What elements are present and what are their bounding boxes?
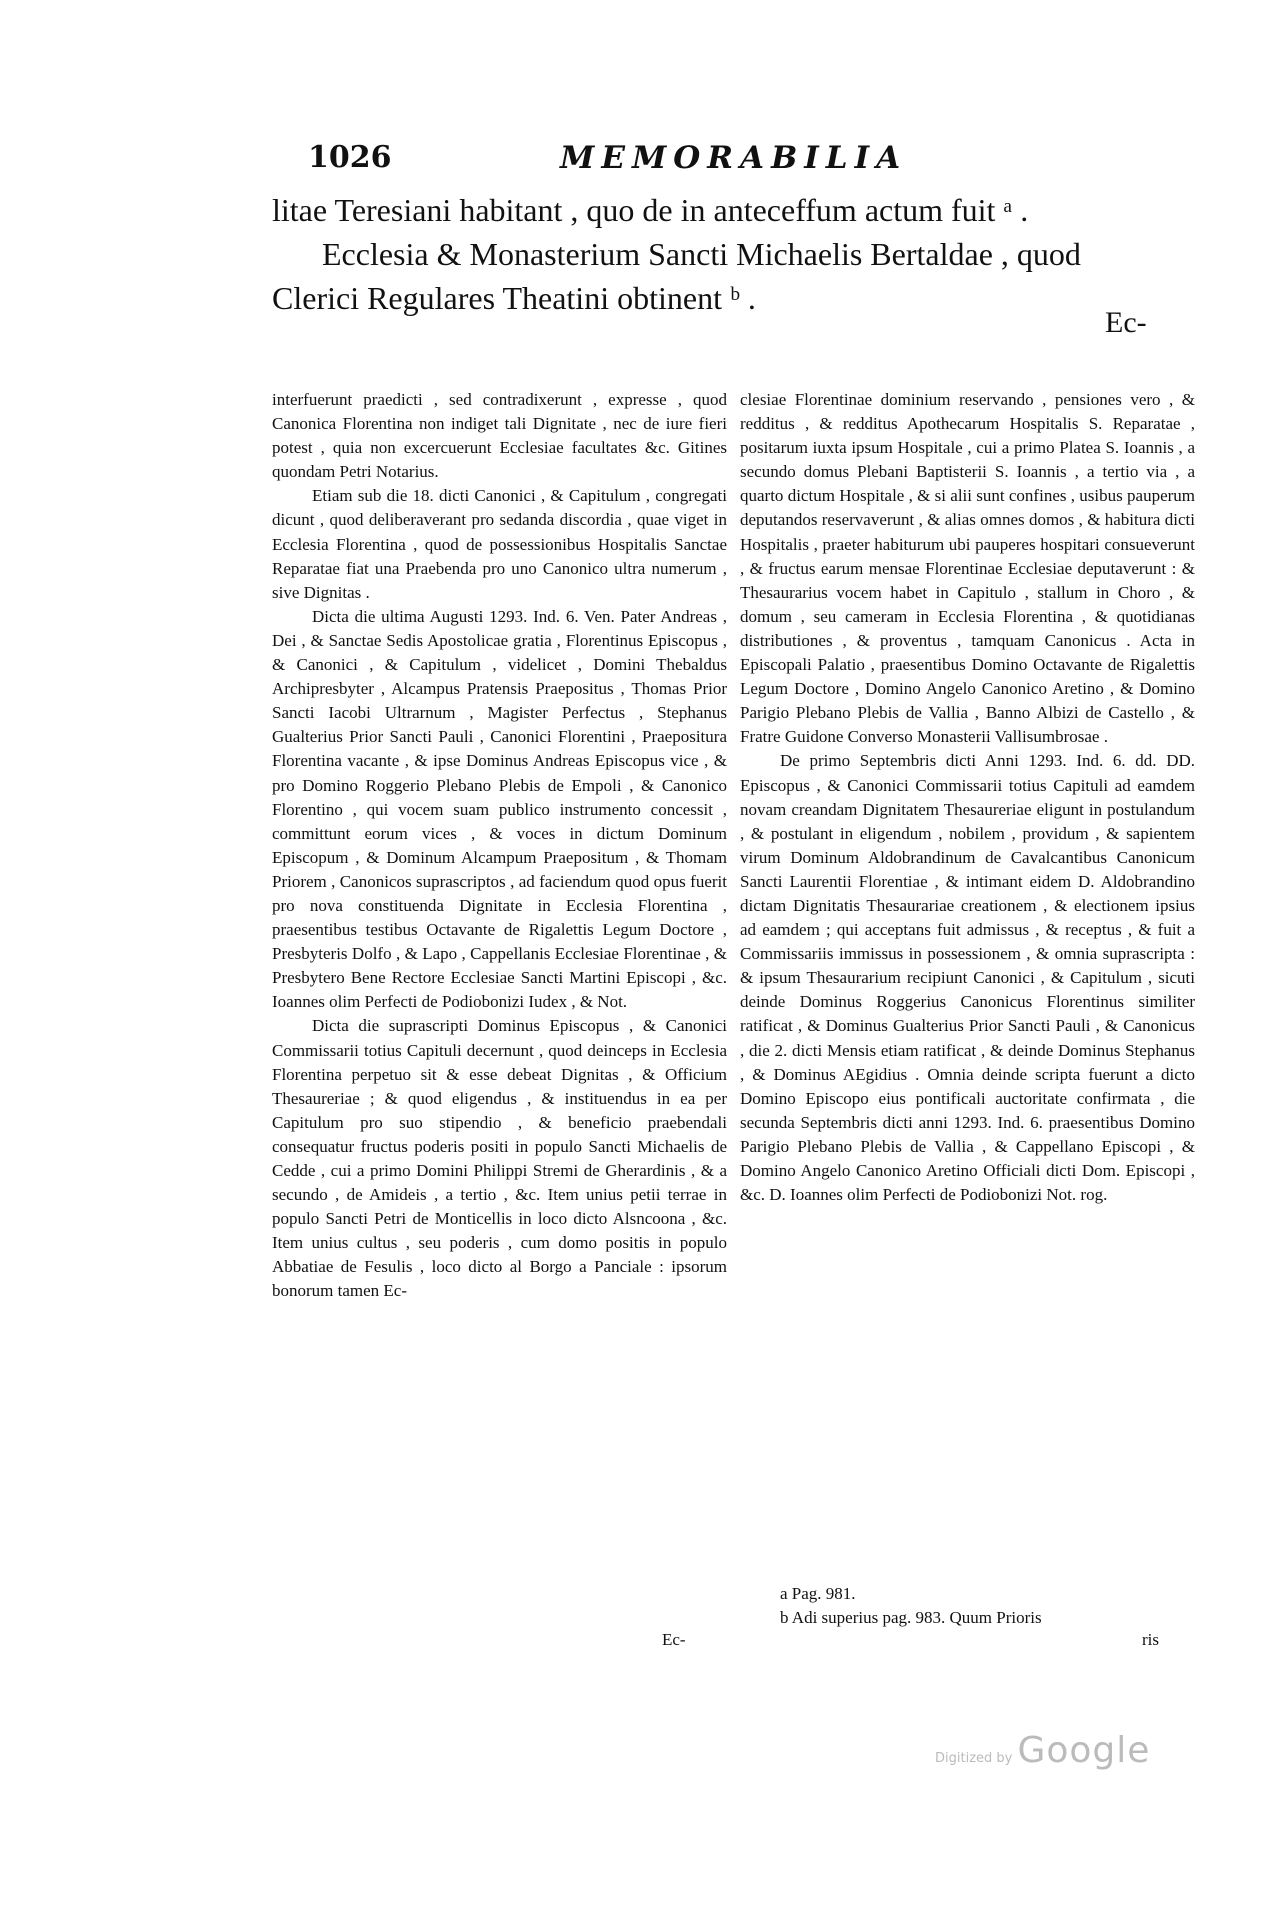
digitization-watermark (935, 1730, 1150, 1771)
catchword-right: ris (1142, 1630, 1159, 1649)
left-paragraph: Dicta die ultima Augusti 1293. Ind. 6. Ven. Pater Andreas , Dei , & Sanctae Sedis Apostolicae gratia , Florentinus Episcopus , & Canonici , & Capitulum , videlicet , Domini Thebaldus Archipresbyter , Alcampus Pratensis Praepositus , Thomas Prior Sancti Iacobi Ultrarnum , Magister Perfectus , Stephanus Gualterius Prior Sancti Pauli , Canonici Florentini , Praepositura Florentina vacante , & ipse Dominus Andreas Episcopus vice , & pro Domino Roggerio Plebano Plebis de Empoli , & Canonico Florentino , qui vocem suam publico instrumento concessit , committunt eorum vices , & voces in dictum Dominum Episcopum , & Dominum Alcampum Praepositum , & Thomam Priorem , Canonicos suprascriptos , ad faciendum quod opus fuerit pro nova constituenda Dignitate in Ecclesia Florentina , praesentibus testibus Octavante de Rigalettis Legum Doctore , Presbyteris Dolfo , & Lapo , Cappellanis Ecclesiae Florentinae , & Presbytero Bene Rectore Ecclesiae Sancti Martini Episcopi , &c. Ioannes olim Perfecti de Podiobonizi Iudex , & Not. (272, 606, 727, 1012)
main-text-block (272, 188, 1172, 320)
main-text-line: litae Teresiani habitant , quo de in anteceffum actum fuit ᵃ . (272, 192, 1029, 228)
left-paragraph: Etiam sub die 18. dicti Canonici , & Capitulum , congregati dicunt , quod deliberaverant pro sedanda discordia , quae viget in Ecclesia Florentina , quod de possessionibus Hospitalis Sanctae Reparatae fiat una Praebenda pro uno Canonico ultra numerum , sive Dignitas . (272, 486, 727, 602)
watermark-small-text: Digitized by (935, 1751, 1013, 1766)
running-title: MEMORABILIA (560, 140, 908, 176)
right-paragraph: clesiae Florentinae dominium reservando , pensiones vero , & redditus , & redditus Apothecarum Hospitalis S. Reparatae , positarum iuxta ipsum Hospitale , cui a primo Platea S. Ioannis , a secundo domus Plebani Baptisterii S. Ioannis , a tertio via , a quarto dictum Hospitale , & si alii sunt confines , usibus pauperum deputandos reservaverunt , & alias omnes domos , & habitura dicti Hospitalis , praeter habiturum ubi pauperes hospitari consueverunt , & fructus earum mensae Florentinae Ecclesiae deputaverunt : & Thesaurarius vocem habet in Capitulo , stallum in Choro , & domum , seu cameram in Ecclesia Florentina , & quotidianas distributiones , & proventus , tamquam Canonicus . Acta in Episcopali Palatio , praesentibus Domino Octavante de Rigalettis Legum Doctore , Domino Angelo Canonico Aretino , & Domino Parigio Plebano Plebis de Vallia , Banno Albizi de Castello , & Fratre Guidone Converso Monasterii Vallisumbrosae . (740, 390, 1195, 747)
catchword-top: Ec- (1105, 306, 1147, 339)
footnote: b Adi superius pag. 983. Quum Prioris (780, 1608, 1042, 1627)
left-paragraph: interfuerunt praedicti , sed contradixerunt , expresse , quod Canonica Florentina non indiget tali Dignitate , nec de iure fieri potest , quia non excercuerunt Ecclesiae facultates &c. Gitines quondam Petri Notarius. (272, 390, 727, 482)
left-paragraph: Dicta die suprascripti Dominus Episcopus , & Canonici Commissarii totius Capituli decernunt , quod deinceps in Ecclesia Florentina perpetuo sit & esse debeat Dignitas , & Officium Thesaureriae ; & quod eligendus , & instituendus in ea per Capitulum pro suo stipendio , & beneficio praebendali consequatur fructus poderis positi in populo Sancti Michaelis de Cedde , cui a primo Domini Philippi Stremi de Gherardinis , & a secundo , de Amideis , a tertio , &c. Item unius petii terrae in populo Sancti Petri de Monticellis in loco dicto Alsncoona , &c. Item unius cultus , seu poderis , cum domo positis in populo Abbatiae de Fesulis , loco dicto al Borgo a Panciale : ipsorum bonorum tamen Ec- (272, 1016, 727, 1301)
footnotes (780, 1582, 1180, 1630)
right-paragraph: De primo Septembris dicti Anni 1293. Ind. 6. dd. DD. Episcopus , & Canonici Commissarii totius Capituli ad eamdem novam creandam Dignitatem Thesaureriae eligunt in postulandum , & postulant in eligendum , nobilem , providum , & sapientem virum Dominum Aldobrandinum de Cavalcantibus Canonicum Sancti Laurentii Florentiae , & intimant eidem D. Aldobrandino dictam Dignitatis Thesaurariae creationem , & electionem ipsius ad eamdem ; qui acceptans fuit admissus , & receptus , & fuit a Commissariis immissus in possessionem , & omnia suprascripta : & ipsum Thesaurarium recipiunt Canonici , & Capitulum , sicuti deinde Dominus Roggerius Canonicus Florentinus similiter ratificat , & Dominus Gualterius Prior Sancti Pauli , & Canonicus , die 2. dicti Mensis etiam ratificat , & deinde Dominus Stephanus , & Dominus AEgidius . Omnia deinde scripta fuerunt a dicto Domino Episcopo eius pontificali auctoritate confirmata , die secunda Septembris dicti anni 1293. Ind. 6. praesentibus Domino Parigio Plebano Plebis de Vallia , & Cappellano Episcopi , & Domino Angelo Canonico Aretino Officiali dicti Dom. Episcopi , &c. D. Ioannes olim Perfecti de Podiobonizi Not. rog. (740, 751, 1195, 1205)
catchword-left: Ec- (662, 1630, 686, 1649)
watermark-logo-text: Google (1017, 1730, 1151, 1771)
main-text-paragraph: Ecclesia & Monasterium Sancti Michaelis Bertaldae , quod Clerici Regulares Theatini obtinent ᵇ . (272, 236, 1081, 316)
page-number: 1026 (308, 140, 392, 175)
left-column (272, 388, 727, 1304)
footnote: a Pag. 981. (780, 1584, 856, 1603)
right-column (740, 388, 1195, 1207)
